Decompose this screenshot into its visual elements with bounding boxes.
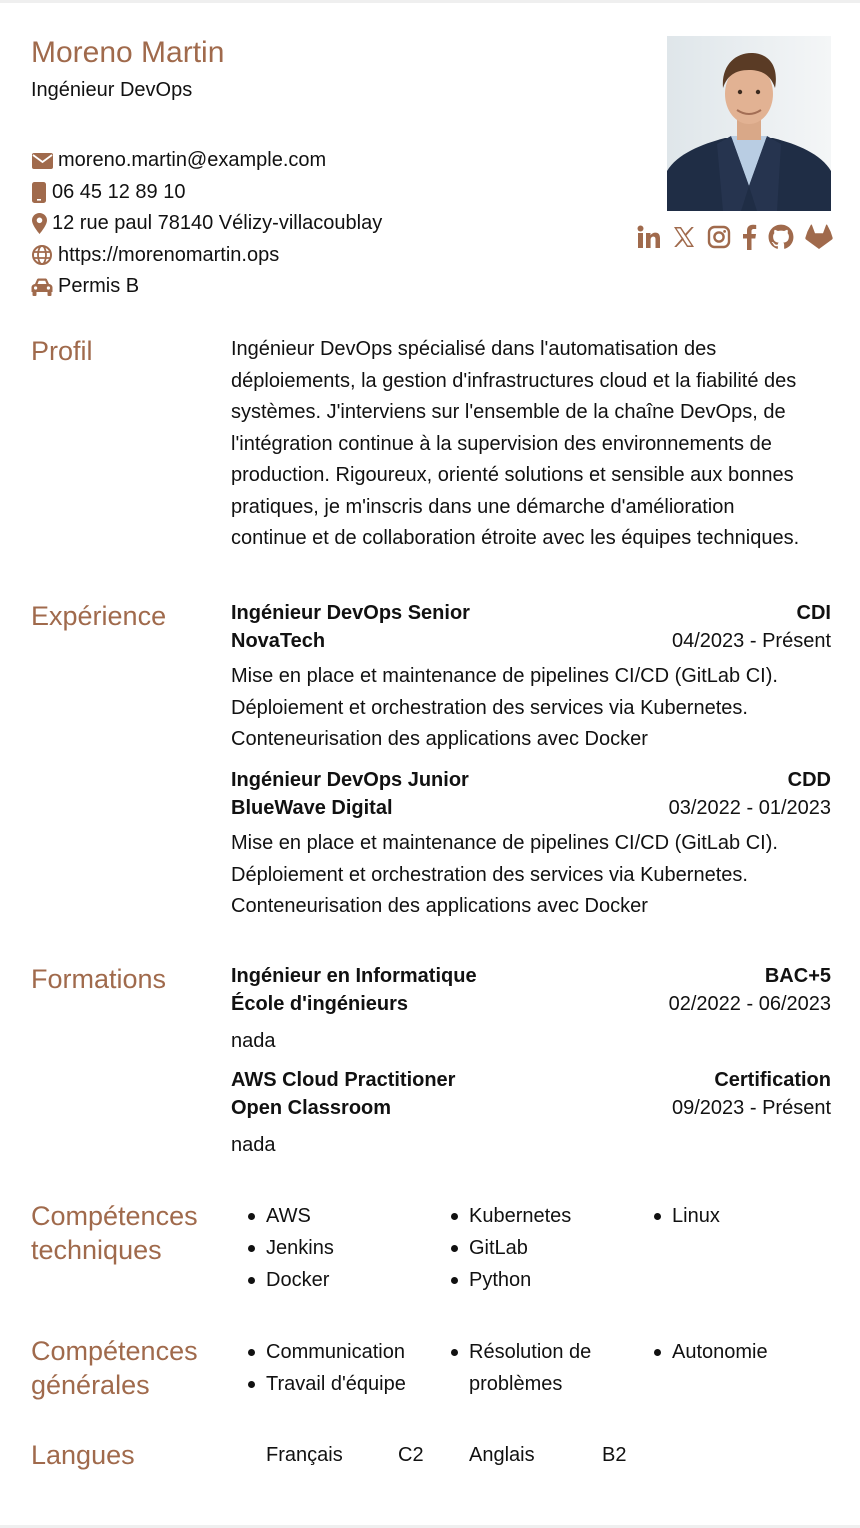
contact-license (31, 271, 382, 303)
section-title-languages: Langues (31, 1440, 135, 1470)
candidate-name: Moreno Martin (31, 36, 225, 69)
education-dates: 09/2023 - Présent (672, 1097, 831, 1119)
experience-dates: 04/2023 - Présent (672, 630, 831, 652)
github-icon[interactable] (768, 224, 794, 250)
school-name: Open Classroom (231, 1097, 392, 1119)
contact-address-text: 12 rue paul 78140 Vélizy-villacoublay (52, 212, 383, 235)
experience-description (231, 661, 831, 756)
skill-item: Linux (652, 1200, 846, 1232)
contact-email[interactable] (31, 145, 382, 177)
x-icon[interactable] (672, 225, 696, 249)
language-name: Anglais (469, 1444, 535, 1466)
profile-line: systèmes. J'interviens sur l'ensemble de la chaîne DevOps, de (231, 401, 786, 423)
skill-item: Jenkins (246, 1232, 449, 1264)
profile-line: l'intégration continue à la supervision des environnements de (231, 432, 772, 455)
tech-skills-list (246, 1200, 846, 1296)
section-title-line: techniques (31, 1234, 162, 1265)
skill-item: Résolution de problèmes (449, 1336, 652, 1400)
skill-item: AWS (246, 1200, 449, 1232)
description-line: Conteneurisation des applications avec Docker (231, 895, 648, 917)
profile-line: déploiements, la gestion d'infrastructures cloud et la fiabilité des (231, 369, 797, 392)
section-title-line: Compétences (31, 1336, 198, 1366)
envelope-icon (31, 150, 53, 172)
skill-item: Communication (246, 1336, 449, 1368)
description-line: Conteneurisation des applications avec Docker (231, 728, 648, 750)
skill-item: Travail d'équipe (246, 1368, 449, 1400)
job-title: Ingénieur DevOps (31, 79, 193, 101)
contract-type: CDI (796, 602, 831, 624)
profile-photo (667, 36, 831, 211)
top-divider (0, 0, 860, 3)
education-entry (231, 962, 831, 1055)
experience-title: Ingénieur DevOps Junior (231, 769, 469, 791)
contact-website[interactable] (31, 240, 382, 272)
linkedin-icon[interactable] (637, 225, 661, 249)
section-title-profile: Profil (31, 336, 93, 366)
degree-title: Ingénieur en Informatique (231, 965, 477, 987)
profile-line: pratiques, je m'inscris dans une démarche d'amélioration (231, 495, 735, 518)
skill-item: Autonomie (652, 1336, 846, 1368)
instagram-icon[interactable] (707, 225, 731, 249)
language-level: C2 (398, 1444, 424, 1466)
contact-phone[interactable] (31, 177, 382, 209)
skill-item: Kubernetes (449, 1200, 652, 1232)
section-title-education: Formations (31, 964, 167, 994)
experience-title: Ingénieur DevOps Senior (231, 602, 470, 624)
contact-phone-text: 06 45 12 89 10 (52, 180, 186, 203)
contact-license-text: Permis B (58, 275, 140, 298)
profile-line: Ingénieur DevOps spécialisé dans l'automatisation des (231, 338, 717, 360)
profile-line: continue et de collaboration étroite avec les équipes techniques. (231, 527, 800, 549)
contract-type: CDD (787, 769, 831, 791)
facebook-icon[interactable] (741, 224, 757, 250)
description-line: Mise en place et maintenance de pipelines CI/CD (GitLab CI). (231, 665, 778, 687)
language-level: B2 (602, 1444, 627, 1466)
degree-level: Certification (714, 1069, 831, 1091)
skill-item: Python (449, 1264, 652, 1296)
social-links (637, 224, 833, 250)
school-name: École d'ingénieurs (231, 993, 409, 1015)
car-icon (31, 276, 53, 298)
language-name: Français (266, 1444, 343, 1466)
experience-dates: 03/2022 - 01/2023 (668, 797, 831, 819)
contact-list (31, 145, 382, 303)
description-line: Déploiement et orchestration des services via Kubernetes. (231, 863, 748, 886)
section-title-experience: Expérience (31, 601, 167, 631)
education-description: nada (231, 1030, 276, 1052)
company-name: BlueWave Digital (231, 797, 393, 819)
experience-entry (231, 766, 831, 923)
section-title-tech-skills (31, 1200, 198, 1267)
degree-title: AWS Cloud Practitioner (231, 1069, 456, 1091)
contact-address (31, 208, 382, 240)
section-title-general-skills (31, 1335, 198, 1402)
general-skills-list (246, 1336, 846, 1400)
degree-level: BAC+5 (764, 965, 831, 987)
education-entry (231, 1066, 831, 1159)
phone-icon (31, 181, 47, 203)
section-title-line: générales (31, 1369, 150, 1400)
description-line: Mise en place et maintenance de pipelines CI/CD (GitLab CI). (231, 832, 778, 854)
experience-entry (231, 599, 831, 756)
globe-icon (31, 244, 53, 266)
experience-description (231, 828, 831, 923)
skill-item: GitLab (449, 1232, 652, 1264)
profile-line: production. Rigoureux, orienté solutions et sensible aux bonnes (231, 464, 794, 486)
description-line: Déploiement et orchestration des services via Kubernetes. (231, 696, 748, 719)
gitlab-icon[interactable] (805, 224, 833, 250)
section-title-line: Compétences (31, 1201, 198, 1231)
skill-item: Docker (246, 1264, 449, 1296)
education-dates: 02/2022 - 06/2023 (668, 993, 831, 1015)
profile-summary (231, 334, 831, 555)
education-description: nada (231, 1134, 276, 1156)
map-pin-icon (31, 213, 47, 235)
company-name: NovaTech (231, 630, 326, 652)
contact-email-text: moreno.martin@example.com (58, 149, 327, 172)
contact-website-text: https://morenomartin.ops (58, 243, 280, 266)
